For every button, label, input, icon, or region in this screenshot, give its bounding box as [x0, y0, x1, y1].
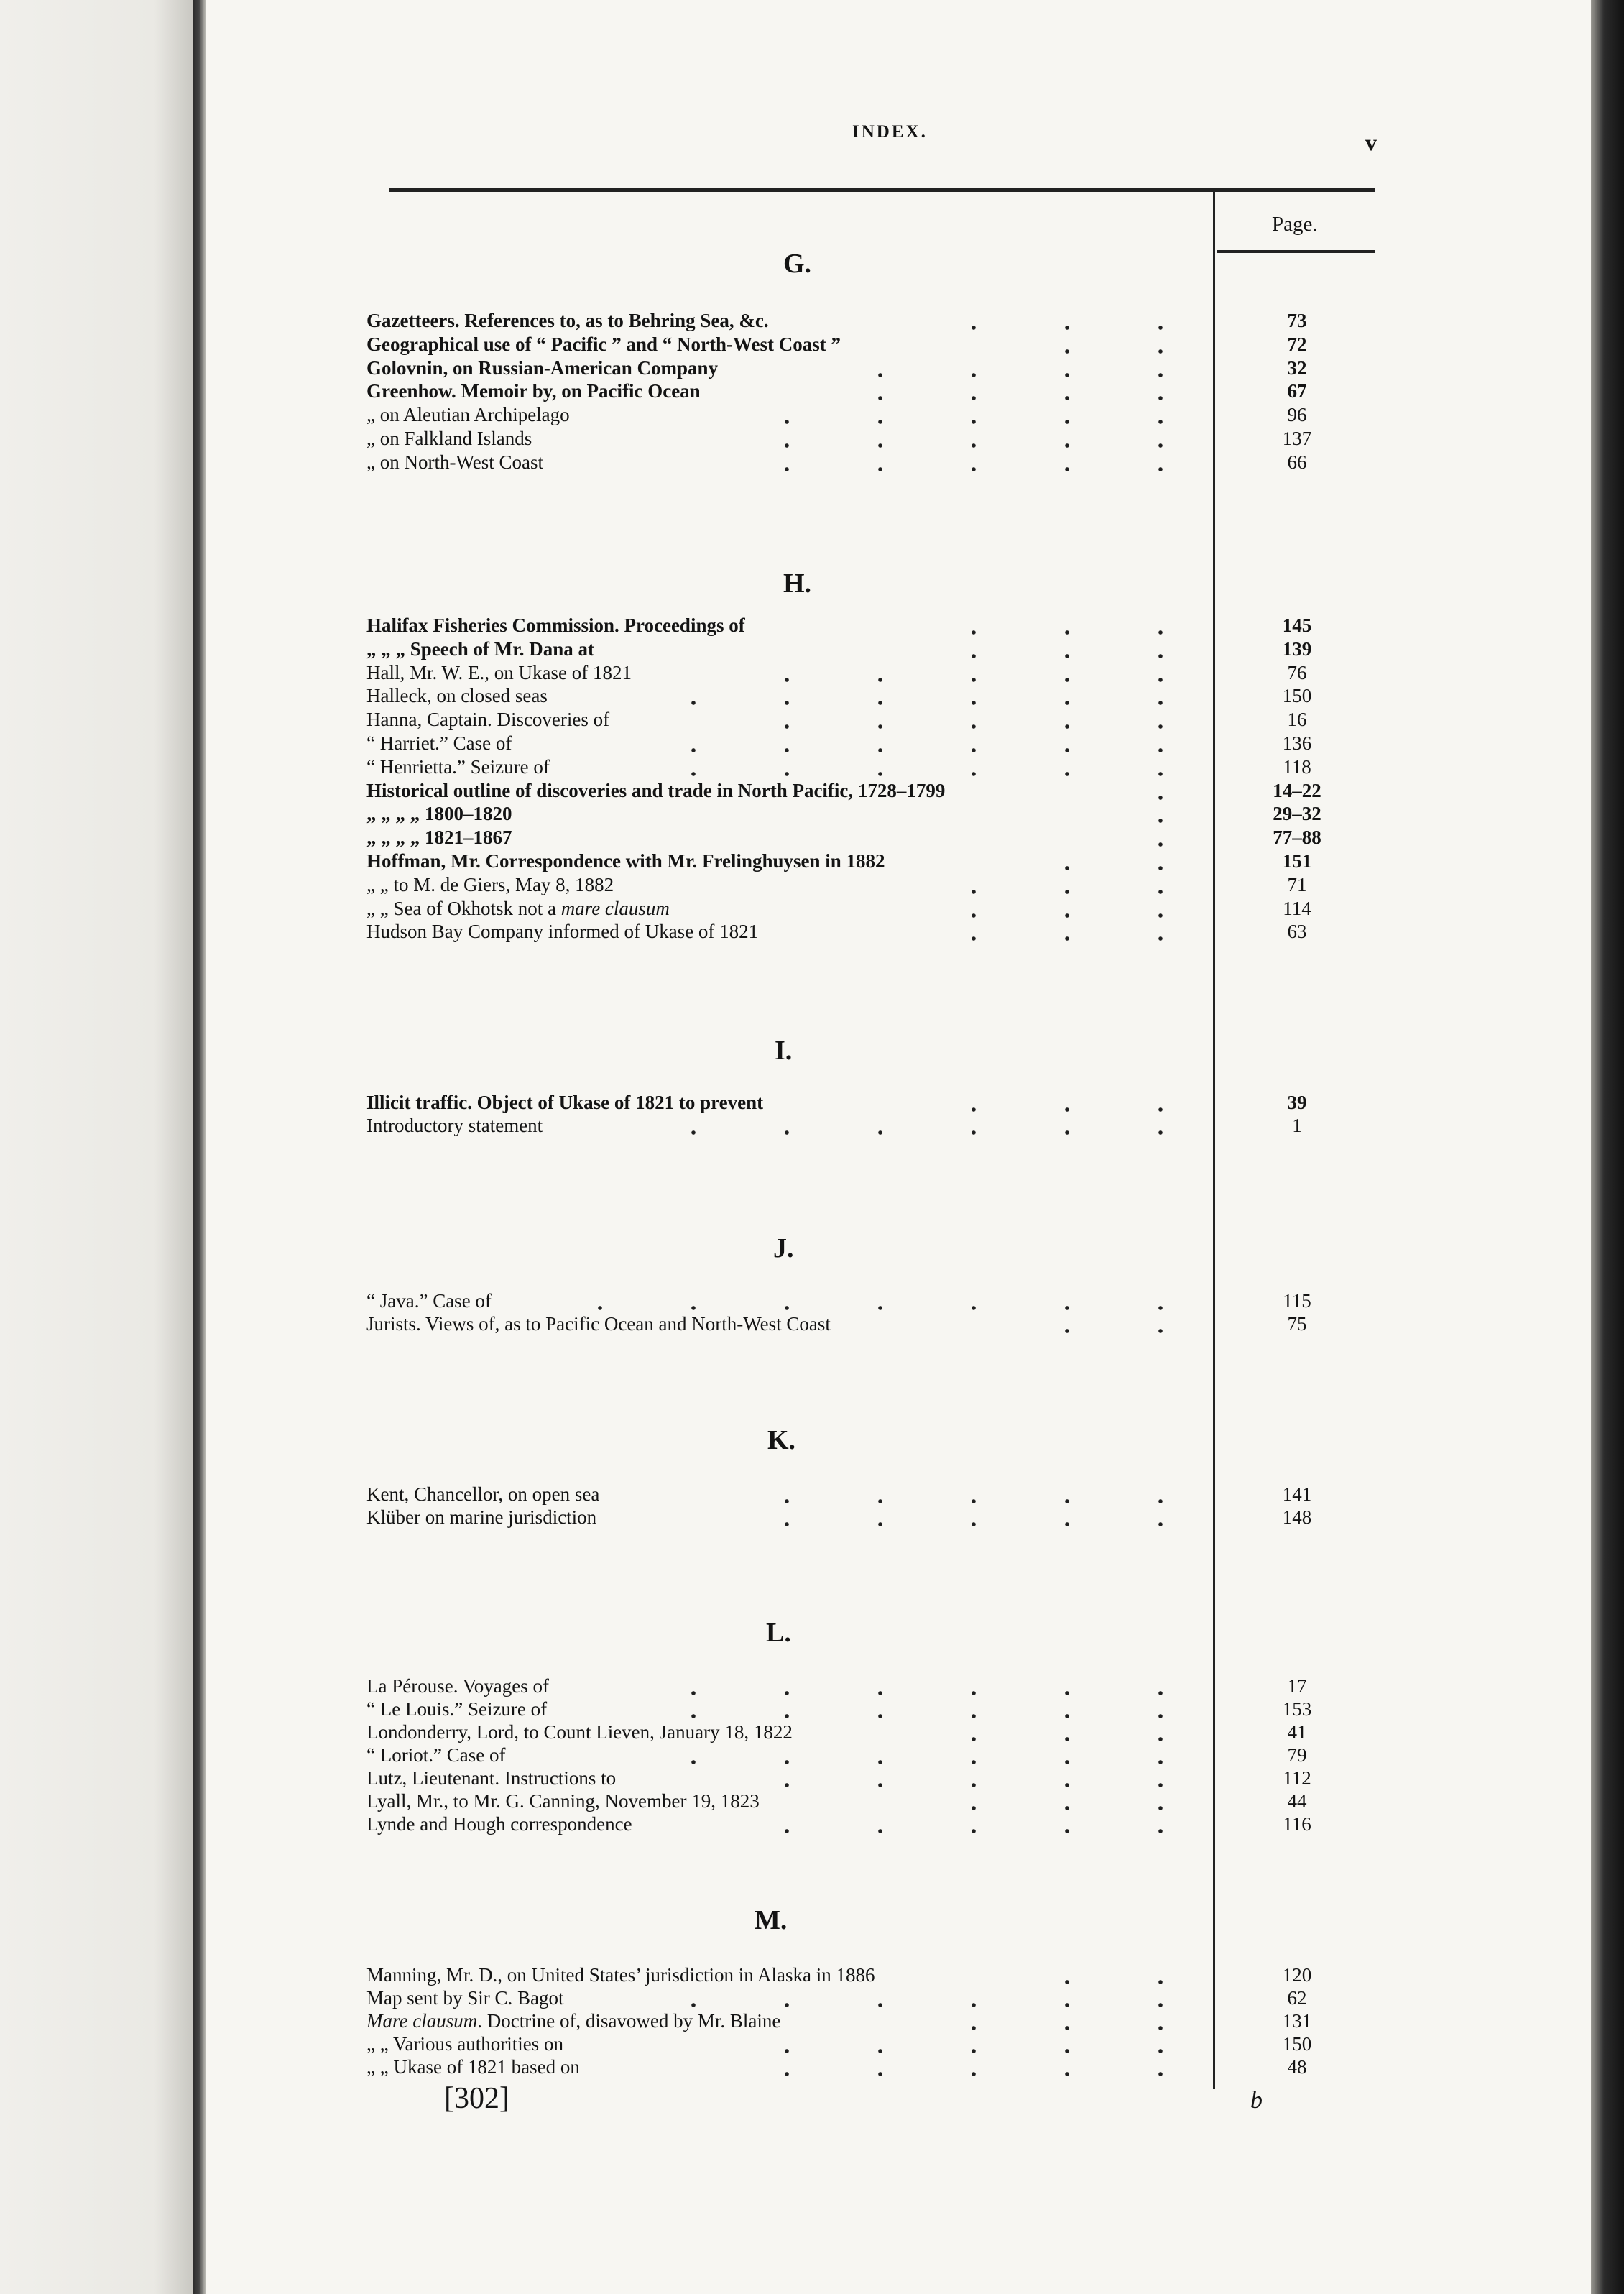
- index-entry: [366, 732, 1207, 755]
- section-letter-j: J.: [773, 1233, 794, 1263]
- index-entry: [366, 1483, 1207, 1506]
- entry-text: Geographical use of “ Pacific ” and “ North-West Coast ”: [366, 333, 841, 355]
- dot-leader: [747, 1812, 1207, 1835]
- entry-text: Hoffman, Mr. Correspondence with Mr. Frelinghuysen in 1882: [366, 850, 885, 872]
- dot-leader: [690, 1114, 1207, 1137]
- entry-page-number: 67: [1287, 380, 1307, 402]
- entry-text: „ on Aleutian Archipelago: [366, 404, 570, 425]
- entry-text: „ „ Sea of Okhotsk not a mare clausum: [366, 898, 670, 919]
- entry-text: Greenhow. Memoir by, on Pacific Ocean: [366, 380, 701, 402]
- entry-page-number: 39: [1287, 1092, 1307, 1113]
- index-entry: [366, 309, 1207, 332]
- entry-text: Hall, Mr. W. E., on Ukase of 1821: [366, 662, 632, 683]
- entry-text: „ „ „ „ 1800–1820: [366, 803, 512, 824]
- index-entry: [366, 1289, 1207, 1312]
- entry-page-number: 148: [1282, 1506, 1312, 1528]
- entry-page-number: 77–88: [1273, 826, 1321, 848]
- index-entry: [366, 755, 1207, 778]
- dot-leader: [949, 637, 1207, 660]
- dot-leader: [582, 1289, 1207, 1312]
- index-entry: [366, 2032, 1207, 2055]
- printer-signature: [302]: [444, 2082, 509, 2115]
- entry-text: “ Henrietta.” Seizure of: [366, 756, 550, 778]
- index-entry: [366, 802, 1207, 825]
- index-entry: [366, 637, 1207, 660]
- index-entry: [366, 451, 1207, 474]
- entry-text: La Pérouse. Voyages of: [366, 1675, 549, 1697]
- entry-text: Kent, Chancellor, on open sea: [366, 1483, 600, 1505]
- entry-text: Hudson Bay Company informed of Ukase of 1821: [366, 921, 759, 942]
- entry-page-number: 151: [1282, 850, 1312, 872]
- entry-page-number: 150: [1282, 2033, 1312, 2055]
- entry-text: Klüber on marine jurisdiction: [366, 1506, 597, 1528]
- entry-text: “ Java.” Case of: [366, 1290, 492, 1312]
- index-entry: [366, 1312, 1207, 1335]
- entry-page-number: 136: [1282, 732, 1312, 754]
- entry-page-number: 63: [1287, 921, 1307, 942]
- entry-text: Introductory statement: [366, 1115, 543, 1136]
- index-entry: [366, 1743, 1207, 1766]
- section-letter-m: M.: [755, 1905, 788, 1935]
- dot-leader: [611, 684, 1207, 707]
- entry-page-number: 114: [1283, 898, 1311, 919]
- index-entry: [366, 1114, 1207, 1137]
- entry-page-number: 96: [1287, 404, 1307, 425]
- entry-page-number: 72: [1287, 333, 1307, 355]
- entry-page-number: 137: [1282, 428, 1312, 449]
- entry-page-number: 29–32: [1273, 803, 1321, 824]
- dot-leader: [733, 2032, 1207, 2055]
- index-entry: [366, 826, 1207, 849]
- entry-text: Golovnin, on Russian-American Company: [366, 357, 719, 379]
- entry-text: Lutz, Lieutenant. Instructions to: [366, 1767, 617, 1789]
- entry-page-number: 44: [1287, 1790, 1307, 1812]
- entry-page-number: 41: [1287, 1721, 1307, 1743]
- index-entry: [366, 1812, 1207, 1835]
- entry-page-number: 17: [1287, 1675, 1307, 1697]
- entry-text: Illicit traffic. Object of Ukase of 1821 to prevent: [366, 1092, 764, 1113]
- dot-leader: [927, 309, 1207, 332]
- entry-page-number: 75: [1287, 1313, 1307, 1335]
- entry-text: Map sent by Sir C. Bagot: [366, 1987, 564, 2009]
- index-entry: [366, 356, 1207, 379]
- entry-page-number: 115: [1283, 1290, 1311, 1312]
- page-column-heading: Page.: [1272, 213, 1318, 236]
- entry-text: „ „ „ „ 1821–1867: [366, 826, 512, 848]
- index-entry: [366, 333, 1207, 356]
- index-entry: [366, 614, 1207, 637]
- dot-leader: [733, 1766, 1207, 1789]
- dot-leader: [711, 1506, 1207, 1529]
- index-entry: [366, 1766, 1207, 1789]
- index-entry: [366, 1675, 1207, 1698]
- scan-border: [1591, 0, 1624, 2294]
- entry-text: Lynde and Hough correspondence: [366, 1813, 632, 1835]
- index-entry: [366, 1963, 1207, 1986]
- entry-page-number: 79: [1287, 1744, 1307, 1766]
- entry-page-number: 139: [1282, 638, 1312, 660]
- running-title: INDEX.: [852, 122, 928, 142]
- section-letter-l: L.: [766, 1618, 791, 1648]
- facing-page-edge: [0, 0, 193, 2294]
- dot-leader: [618, 1743, 1207, 1766]
- dot-leader: [1092, 802, 1207, 825]
- entry-page-number: 16: [1287, 709, 1307, 730]
- section-letter-g: G.: [783, 249, 812, 279]
- index-entry: [366, 1698, 1207, 1720]
- entry-page-number: 131: [1282, 2010, 1312, 2032]
- dot-leader: [805, 356, 1207, 379]
- index-entry: [366, 403, 1207, 426]
- entry-text: “ Loriot.” Case of: [366, 1744, 506, 1766]
- dot-leader: [733, 708, 1207, 731]
- dot-leader: [783, 661, 1207, 684]
- entry-page-number: 118: [1283, 756, 1311, 778]
- entry-page-number: 141: [1282, 1483, 1312, 1505]
- index-entry: [366, 1091, 1207, 1114]
- entry-text: „ on North-West Coast: [366, 451, 544, 473]
- section-letter-h: H.: [783, 568, 812, 599]
- entry-page-number: 71: [1287, 874, 1307, 895]
- index-entry: [366, 2009, 1207, 2032]
- entry-text: „ „ Ukase of 1821 based on: [366, 2056, 580, 2078]
- entry-text: Halifax Fisheries Commission. Proceedings of: [366, 614, 745, 636]
- entry-text: Halleck, on closed seas: [366, 685, 548, 706]
- dot-leader: [683, 1986, 1207, 2009]
- index-entry: [366, 897, 1207, 920]
- entry-text: „ „ Various authorities on: [366, 2033, 563, 2055]
- index-entry: [366, 661, 1207, 684]
- entry-page-number: 62: [1287, 1987, 1307, 2009]
- entry-text: Gazetteers. References to, as to Behring Sea, &c.: [366, 310, 769, 331]
- index-entry: [366, 708, 1207, 731]
- dot-leader: [783, 403, 1207, 426]
- entry-page-number: 145: [1282, 614, 1312, 636]
- entry-page-number: 14–22: [1273, 780, 1321, 801]
- dot-leader: [755, 2055, 1207, 2078]
- dot-leader: [927, 614, 1207, 637]
- sheet-mark: b: [1250, 2087, 1263, 2114]
- entry-text: Hanna, Captain. Discoveries of: [366, 709, 610, 730]
- dot-leader: [1049, 849, 1207, 872]
- dot-leader: [920, 1091, 1207, 1114]
- index-entry: [366, 873, 1207, 896]
- entry-text: Jurists. Views of, as to Pacific Ocean and North-West Coast: [366, 1313, 831, 1335]
- dot-leader: [711, 1483, 1207, 1506]
- book-gutter: [193, 0, 206, 2294]
- entry-page-number: 153: [1282, 1698, 1312, 1720]
- entry-page-number: 116: [1283, 1813, 1311, 1835]
- entry-page-number: 48: [1287, 2056, 1307, 2078]
- entry-text: “ Harriet.” Case of: [366, 732, 512, 754]
- index-entry: [366, 1506, 1207, 1529]
- dot-leader: [640, 755, 1207, 778]
- page-column-underline: [1217, 250, 1375, 253]
- entry-text: Londonderry, Lord, to Count Lieven, January 18, 1822: [366, 1721, 793, 1743]
- dot-leader: [812, 379, 1207, 402]
- entry-page-number: 150: [1282, 685, 1312, 706]
- entry-text: „ „ to M. de Giers, May 8, 1882: [366, 874, 614, 895]
- dot-leader: [898, 873, 1207, 896]
- header-rule: [389, 188, 1375, 192]
- index-entry: [366, 1986, 1207, 2009]
- dot-leader: [913, 2009, 1207, 2032]
- index-entry: [366, 849, 1207, 872]
- index-entry: [366, 779, 1207, 802]
- folio-number: v: [1365, 129, 1377, 155]
- dot-leader: [654, 1698, 1207, 1720]
- section-letter-k: K.: [767, 1425, 796, 1455]
- index-entry: [366, 684, 1207, 707]
- entry-page-number: 1: [1292, 1115, 1302, 1136]
- dot-leader: [625, 1675, 1207, 1698]
- dot-leader: [1092, 826, 1207, 849]
- dot-leader: [604, 732, 1207, 755]
- dot-leader: [740, 451, 1207, 474]
- entry-page-number: 120: [1282, 1964, 1312, 1986]
- page-column-rule: [1213, 192, 1215, 2089]
- index-entry: [366, 920, 1207, 943]
- dot-leader: [1092, 779, 1207, 802]
- dot-leader: [927, 1789, 1207, 1812]
- entry-page-number: 66: [1287, 451, 1307, 473]
- index-entry: [366, 379, 1207, 402]
- entry-page-number: 32: [1287, 357, 1307, 379]
- section-letter-i: I.: [775, 1036, 793, 1066]
- entry-text: Lyall, Mr., to Mr. G. Canning, November 19, 1823: [366, 1790, 760, 1812]
- dot-leader: [934, 1720, 1207, 1743]
- entry-text: Mare clausum. Doctrine of, disavowed by Mr. Blaine: [366, 2010, 781, 2032]
- dot-leader: [740, 427, 1207, 450]
- entry-text: Historical outline of discoveries and trade in North Pacific, 1728–1799: [366, 780, 946, 801]
- index-entry: [366, 427, 1207, 450]
- dot-leader: [1028, 1963, 1207, 1986]
- index-entry: [366, 1789, 1207, 1812]
- entry-text: “ Le Louis.” Seizure of: [366, 1698, 548, 1720]
- dot-leader: [898, 897, 1207, 920]
- entry-text: „ „ „ Speech of Mr. Dana at: [366, 638, 594, 660]
- entry-page-number: 76: [1287, 662, 1307, 683]
- dot-leader: [1006, 1312, 1207, 1335]
- entry-text: „ on Falkland Islands: [366, 428, 532, 449]
- entry-page-number: 112: [1283, 1767, 1311, 1789]
- entry-page-number: 73: [1287, 310, 1307, 331]
- dot-leader: [913, 920, 1207, 943]
- index-entry: [366, 1720, 1207, 1743]
- dot-leader: [984, 333, 1207, 356]
- index-entry: [366, 2055, 1207, 2078]
- entry-text: Manning, Mr. D., on United States’ jurisdiction in Alaska in 1886: [366, 1964, 875, 1986]
